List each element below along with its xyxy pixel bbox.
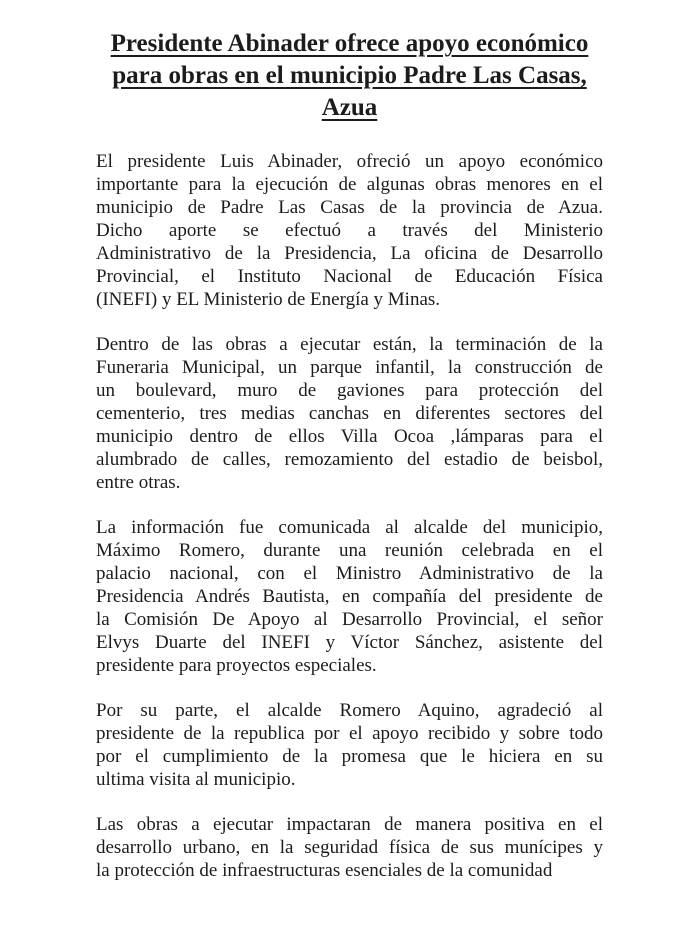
paragraph-line: desarrollo urbano, en la seguridad física de sus munícipes y (96, 837, 603, 858)
document-body (96, 150, 603, 882)
paragraph-line: la Comisión De Apoyo al Desarrollo Provincial, el señor (96, 609, 603, 630)
paragraph-line: cementerio, tres medias canchas en diferentes sectores del (96, 403, 603, 424)
paragraph (96, 516, 603, 677)
paragraph-line: palacio nacional, con el Ministro Administrativo de la (96, 563, 603, 584)
paragraph (96, 150, 603, 311)
paragraph-line: Presidencia Andrés Bautista, en compañía del presidente de (96, 586, 603, 607)
paragraph-line: municipio dentro de ellos Villa Ocoa ,lámparas para el (96, 426, 603, 447)
paragraph-line: Las obras a ejecutar impactaran de manera positiva en el (96, 814, 603, 835)
paragraph-line: alumbrado de calles, remozamiento del estadio de beisbol, (96, 449, 603, 470)
title-line (96, 92, 603, 124)
title-line-text: para obras en el municipio Padre Las Casas, (112, 62, 587, 89)
paragraph-line: un boulevard, muro de gaviones para protección del (96, 380, 603, 401)
paragraph-line: Administrativo de la Presidencia, La oficina de Desarrollo (96, 243, 603, 264)
paragraph-line: Elvys Duarte del INEFI y Víctor Sánchez, asistente del (96, 632, 603, 653)
paragraph-line: Funeraria Municipal, un parque infantil, la construcción de (96, 357, 603, 378)
paragraph-line: la protección de infraestructuras esenciales de la comunidad (96, 860, 553, 881)
paragraph-line: El presidente Luis Abinader, ofreció un apoyo económico (96, 151, 603, 172)
title-line-text: Presidente Abinader ofrece apoyo económico (110, 30, 589, 57)
paragraph (96, 813, 603, 882)
title-line (96, 60, 603, 92)
paragraph-line: por el cumplimiento de la promesa que le hiciera en su (96, 746, 603, 767)
paragraph (96, 699, 603, 791)
paragraph-line: Máximo Romero, durante una reunión celebrada en el (96, 540, 603, 561)
paragraph-line: ultima visita al municipio. (96, 769, 296, 790)
paragraph (96, 333, 603, 494)
paragraph-line: Por su parte, el alcalde Romero Aquino, agradeció al (96, 700, 603, 721)
paragraph-line: (INEFI) y EL Ministerio de Energía y Minas. (96, 289, 441, 310)
paragraph-line: Provincial, el Instituto Nacional de Educación Física (96, 266, 603, 287)
document-title (96, 28, 603, 124)
paragraph-line: presidente de la republica por el apoyo recibido y sobre todo (96, 723, 603, 744)
paragraph-line: entre otras. (96, 472, 181, 493)
paragraph-line: Dentro de las obras a ejecutar están, la terminación de la (96, 334, 603, 355)
title-line (96, 28, 603, 60)
paragraph-line: La información fue comunicada al alcalde del municipio, (96, 517, 603, 538)
paragraph-line: Dicho aporte se efectuó a través del Ministerio (96, 220, 603, 241)
title-line-text: Azua (321, 94, 378, 121)
paragraph-line: presidente para proyectos especiales. (96, 655, 377, 676)
paragraph-line: municipio de Padre Las Casas de la provincia de Azua. (96, 197, 603, 218)
paragraph-line: importante para la ejecución de algunas obras menores en el (96, 174, 603, 195)
